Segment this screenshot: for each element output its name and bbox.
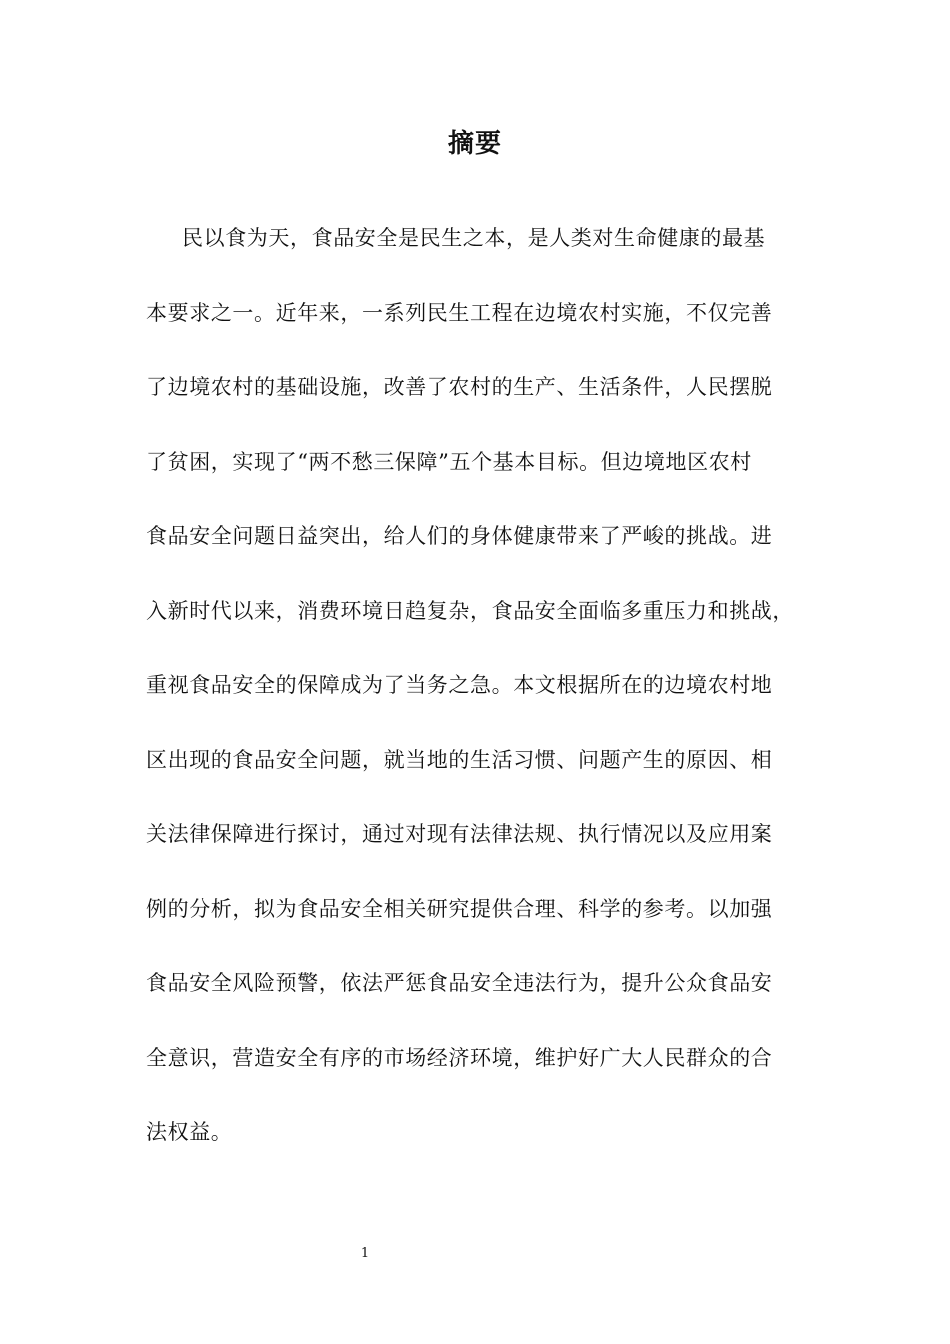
- abstract-line: 法权益。: [146, 1120, 233, 1144]
- abstract-line: 入新时代以来，消费环境日趋复杂，食品安全面临多重压力和挑战，: [146, 598, 794, 623]
- abstract-line: 了贫困，实现了“两不愁三保障”五个基本目标。但边境地区农村: [146, 449, 752, 474]
- abstract-line: 本要求之一。近年来，一系列民生工程在边境农村实施，不仅完善: [146, 300, 773, 325]
- abstract-line: 区出现的食品安全问题，就当地的生活习惯、问题产生的原因、相: [146, 747, 773, 772]
- abstract-line: 全意识，营造安全有序的市场经济环境，维护好广大人民群众的合: [146, 1045, 773, 1070]
- abstract-body: [146, 216, 826, 1185]
- abstract-line: 了边境农村的基础设施，改善了农村的生产、生活条件，人民摆脱: [146, 375, 773, 399]
- abstract-title: 摘要: [447, 129, 502, 159]
- abstract-line: 食品安全问题日益突出，给人们的身体健康带来了严峻的挑战。进: [146, 524, 773, 548]
- abstract-line: 例的分析，拟为食品安全相关研究提供合理、科学的参考。以加强: [146, 896, 773, 921]
- abstract-line: 食品安全风险预警，依法严惩食品安全违法行为，提升公众食品安: [146, 971, 773, 995]
- abstract-line: 重视食品安全的保障成为了当务之急。本文根据所在的边境农村地: [146, 673, 773, 697]
- page-number: 1: [360, 1246, 370, 1261]
- abstract-line: 关法律保障进行探讨，通过对现有法律法规、执行情况以及应用案: [146, 822, 773, 846]
- abstract-line: 民以食为天，食品安全是民生之本，是人类对生命健康的最基: [182, 226, 766, 250]
